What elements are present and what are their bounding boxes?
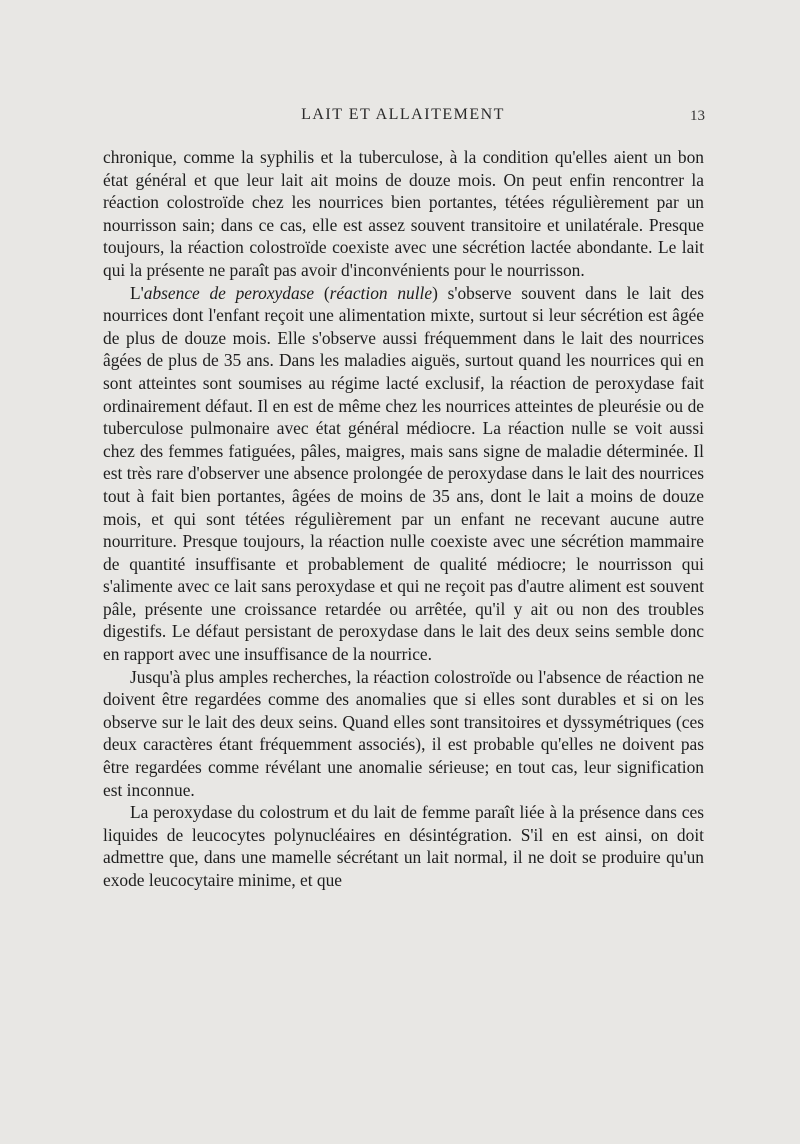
italic-term: réaction nulle: [329, 282, 433, 303]
page-header: [103, 106, 703, 130]
paragraph-rest: ) s'observe souvent dans le lait des nourrices dont l'enfant reçoit une alimentation mixte, surtout si leur sécrétion est âgée de plus de douze mois. Elle s'observe aussi fréquemment dans le lait des nourrices âgées de plus de 35 ans. Dans les maladies aiguës, surtout quand les nourrices qui en sont atteintes sont soumises au régime lacté exclusif, la réaction de peroxydase fait ordinairement défaut. Il en est de même chez les nourrices atteintes de pleurésie ou de tuberculose pulmonaire avec état général médiocre. La réaction nulle se voit aussi chez des femmes fatiguées, pâles, maigres, mais sans signe de maladie déterminée. Il est très rare d'observer une absence prolongée de peroxydase dans le lait des nourrices tout à fait bien portantes, âgées de moins de 35 ans, dont le lait a moins de douze mois, et qui sont tétées régulièrement par un enfant ne recevant aucune autre nourriture. Presque toujours, la réaction nulle coexiste avec une sécrétion mammaire de quantité insuffisante et probablement de qualité médiocre; le nourrisson qui s'alimente avec ce lait sans peroxydase et qui ne reçoit pas d'autre aliment est souvent pâle, présente une croissance retardée ou arrêtée, qu'il y ait ou non des troubles digestifs. Le défaut persistant de peroxydase dans le lait des deux seins semble donc en rapport avec une insuffisance de la nourrice.: [103, 282, 705, 665]
paragraph: chronique, comme la syphilis et la tuberculose, à la condition qu'elles aient un bon état général et que leur lait ait moins de douze mois. On peut enfin rencontrer la réaction colostroïde chez les nourrices bien portantes, tétées régulièrement par un nourrisson sain; dans ce cas, elle est assez souvent transitoire et unilatérale. Presque toujours, la réaction colostroïde coexiste avec une sécrétion lactée abondante. Le lait qui la présente ne paraît pas avoir d'inconvénients pour le nourrisson.: [103, 147, 704, 280]
paragraph: [103, 282, 704, 666]
paragraph: Jusqu'à plus amples recherches, la réaction colostroïde ou l'absence de réaction ne doivent être regardées comme des anomalies que si elles sont durables et si on les observe sur le lait des deux seins. Quand elles sont transitoires et dyssymétriques (ces deux caractères étant fréquemment associés), il est probable qu'elles ne doivent pas être regardées comme révélant une anomalie sérieuse; en tout cas, leur signification est inconnue.: [103, 666, 704, 800]
paren-open: (: [314, 282, 330, 303]
paragraph: La peroxydase du colostrum et du lait de femme paraît liée à la présence dans ces liquides de leucocytes polynucléaires en désintégration. S'il en est ainsi, on doit admettre que, dans une mamelle sécrétant un lait normal, il ne doit se produire qu'un exode leucocytaire minime, et que: [103, 802, 704, 890]
running-title: LAIT ET ALLAITEMENT: [301, 106, 505, 123]
body-text: [103, 146, 704, 892]
paragraph-lead: L': [130, 282, 144, 303]
italic-term: absence de peroxydase: [143, 282, 315, 303]
page-number: 13: [690, 108, 705, 124]
